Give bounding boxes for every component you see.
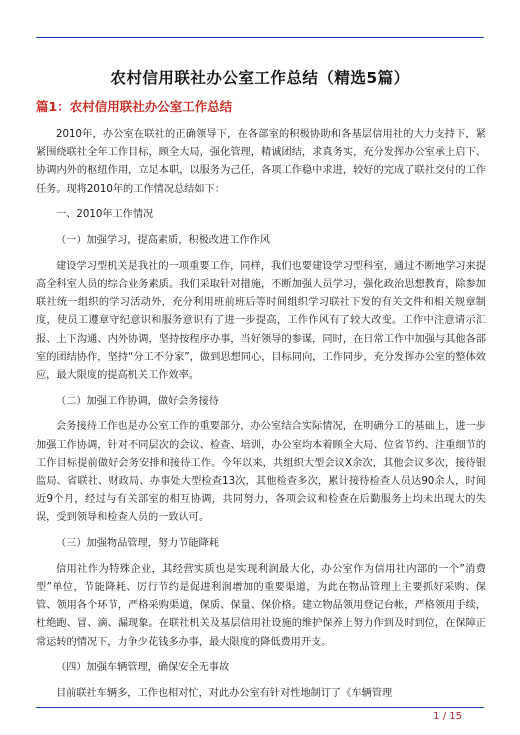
heading-part-one: 一、2010年工作情况 <box>56 209 154 221</box>
footer-rule <box>36 707 484 708</box>
header-rule <box>36 37 484 38</box>
subheading-vehicles: （四）加强车辆管理，确保安全无事故 <box>56 662 230 674</box>
paragraph-materials: 信用社作为特殊企业，其经营实质也是实现利润最大化，办公室作为信用社内部的一个”消费型”单位，节能降耗、厉行节约是促进利润增加的重要渠道，为此在物品管理上主要抓好采购、保管、领用各个环节，严格采购渠道，保质、保量、保价格。建立物品领用登记台帐，严格领用手续，杜绝跑、冒、滴、漏现象。在联社机关及基层信用社设施的维护保养上努力作到及时到位，在保障正常运转的情况下，力争少花钱多办事，最大限度的降低费用开支。 <box>36 563 486 648</box>
section-heading: 篇1：农村信用联社办公室工作总结 <box>36 99 233 114</box>
subheading-materials: （三）加强物品管理，努力节能降耗 <box>56 538 219 550</box>
page-indicator: 1 / 15 <box>433 711 462 722</box>
paragraph-coordination: 会务接待工作也是办公室工作的重要部分，办公室结合实际情况，在明确分工的基础上，进一步加强工作协调，针对不同层次的会议、检查、培训，办公室均本着顾全大局、位省节约、注重细节的工作目标提前做好会务安排和接待工作。今年以来，共组织大型会议X余次，其他会议多次，接待银监局、省联社、财政局、办事处大型检查13次，其他检查多次，累计接待检查人员达90余人，时间近9个月，经过与有关部室的相互协调，共同努力，各项会议和检查在后勤服务上均未出现大的失误，受到领导和检查人员的一致认可。 <box>36 421 486 524</box>
paragraph-intro: 2010年，办公室在联社的正确领导下，在各部室的积极协助和各基层信用社的大力支持下，紧紧围绕联社全年工作目标，顾全大局，强化管理，精诚团结，求真务实，充分发挥办公室承上启下、协调内外的枢纽作用，立足本职，以服务为己任，各项工作稳中求进，较好的完成了联社交付的工作任务。现将2010年的工作情况总结如下： <box>36 129 486 195</box>
subheading-study: （一）加强学习，提高素质，积极改进工作作风 <box>56 235 270 247</box>
paragraph-vehicles: 目前联社车辆多，工作也相对忙，对此办公室有针对性地制订了《车辆管理 <box>56 687 393 699</box>
document-title: 农村信用联社办公室工作总结（精选5篇） <box>110 69 410 87</box>
subheading-coordination: （二）加强工作协调，做好会务接待 <box>56 395 219 407</box>
document-body <box>36 126 486 711</box>
paragraph-study: 建设学习型机关是我社的一项重要工作，同样，我们也要建设学习型科室，通过不断地学习来提高全科室人员的综合业务素质。我们采取针对措施，不断加强人员学习，强化政治思想教育，除参加联社统一组织的学习活动外，充分利用班前班后等时间组织学习联社下发的有关文件和相关规章制度，使员工遵章守纪意识和服务意识有了进一步提高，工作作风有了较大改变。工作中注意请示汇报、上下沟通、内外协调，坚持按程序办事，当好领导的参谋，同时，在日常工作中加强与其他各部室的团结协作，坚持“分工不分家”，做到思想同心，目标同向，工作同步，充分发挥办公室的整体效应，最大限度的提高机关工作效率。 <box>36 260 486 381</box>
